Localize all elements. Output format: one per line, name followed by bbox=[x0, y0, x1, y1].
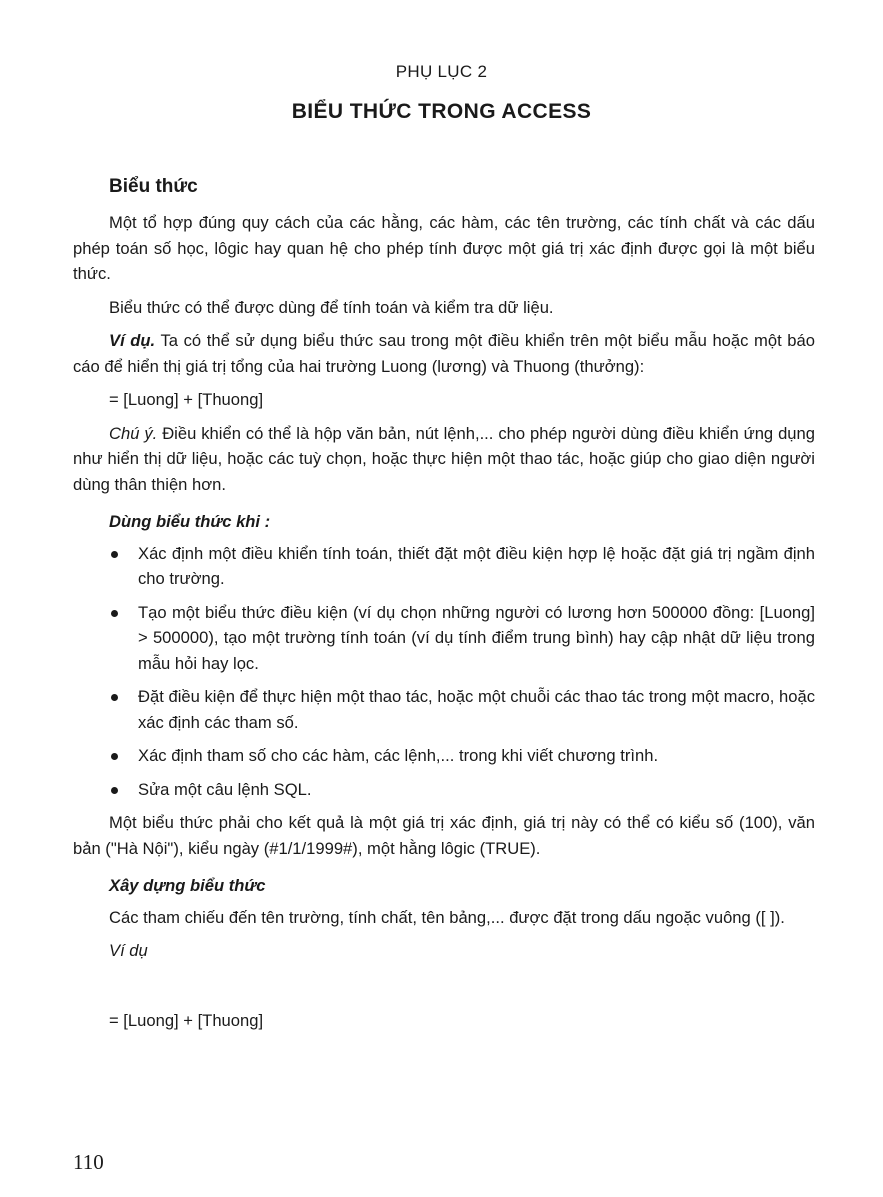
bullet-icon bbox=[111, 551, 118, 558]
list-item bbox=[73, 600, 815, 677]
bullet-icon bbox=[111, 753, 118, 760]
note-label: Chú ý. bbox=[109, 423, 158, 443]
list-item bbox=[73, 684, 815, 735]
bullet-icon bbox=[111, 610, 118, 617]
list-item-text: Xác định một điều khiển tính toán, thiết đặt một điều kiện hợp lệ hoặc đặt giá trị ngầm định cho trường. bbox=[138, 543, 815, 588]
subheading-build: Xây dựng biểu thức bbox=[109, 876, 266, 895]
formula-example-1: = [Luong] + [Thuong] bbox=[109, 390, 264, 409]
section-heading-expression: Biểu thức bbox=[109, 176, 198, 197]
list-item bbox=[73, 541, 815, 592]
page-number: 110 bbox=[73, 1150, 104, 1174]
list-item bbox=[73, 743, 815, 769]
paragraph-purpose: Biểu thức có thể được dùng để tính toán và kiểm tra dữ liệu. bbox=[109, 297, 554, 317]
page-title: BIỂU THỨC TRONG ACCESS bbox=[291, 100, 592, 123]
page-body bbox=[73, 172, 815, 1041]
appendix-label: PHỤ LỤC 2 bbox=[395, 62, 488, 81]
example-label-2: Ví dụ bbox=[109, 941, 148, 960]
paragraph-definition: Một tổ hợp đúng quy cách của các hằng, các hàm, các tên trường, các tính chất và các dấu phép toán số học, lôgic hay quan hệ cho phép tính được một giá trị xác định được gọi là một biểu thức. bbox=[73, 213, 815, 283]
example-label: Ví dụ. bbox=[109, 331, 156, 350]
list-item-text: Xác định tham số cho các hàm, các lệnh,... trong khi viết chương trình. bbox=[138, 746, 659, 765]
subheading-usage: Dùng biểu thức khi : bbox=[109, 512, 271, 531]
paragraph-note bbox=[73, 421, 815, 498]
formula-example-2: = [Luong] + [Thuong] bbox=[109, 1010, 264, 1030]
paragraph-references: Các tham chiếu đến tên trường, tính chất, tên bảng,... được đặt trong dấu ngoặc vuông ([ ]). bbox=[109, 907, 785, 927]
example-text: Ta có thể sử dụng biểu thức sau trong một điều khiển trên một biểu mẫu hoặc một báo cáo để hiển thị giá trị tổng của hai trường Luong (lương) và Thuong (thưởng): bbox=[73, 331, 815, 376]
bullet-icon bbox=[111, 694, 118, 701]
bullet-icon bbox=[111, 787, 118, 794]
paragraph-example bbox=[73, 328, 815, 379]
list-item-text: Tạo một biểu thức điều kiện (ví dụ chọn những người có lương hơn 500000 đồng: [Luong] > 500000), tạo một trường tính toán (ví dụ tính điểm trung bình) hay cập nhật dữ liệu trong mẫu hỏi hay lọc. bbox=[138, 602, 815, 673]
list-item-text: Sửa một câu lệnh SQL. bbox=[138, 779, 312, 799]
list-item bbox=[73, 777, 815, 803]
paragraph-result-types: Một biểu thức phải cho kết quả là một giá trị xác định, giá trị này có thể có kiểu số (100), văn bản ("Hà Nội"), kiểu ngày (#1/1/1999#), một hằng lôgic (TRUE). bbox=[73, 813, 815, 858]
note-text: Điều khiển có thể là hộp văn bản, nút lệnh,... cho phép người dùng điều khiển ứng dụng như hiển thị dữ liệu, hoặc các tuỳ chọn, hoặc thực hiện một thao tác, hoặc giúp cho giao diện người dùng thân thiện hơn. bbox=[73, 423, 815, 494]
usage-list bbox=[73, 541, 815, 803]
list-item-text: Đặt điều kiện để thực hiện một thao tác, hoặc một chuỗi các thao tác trong một macro, hoặc xác định các tham số. bbox=[138, 687, 815, 732]
